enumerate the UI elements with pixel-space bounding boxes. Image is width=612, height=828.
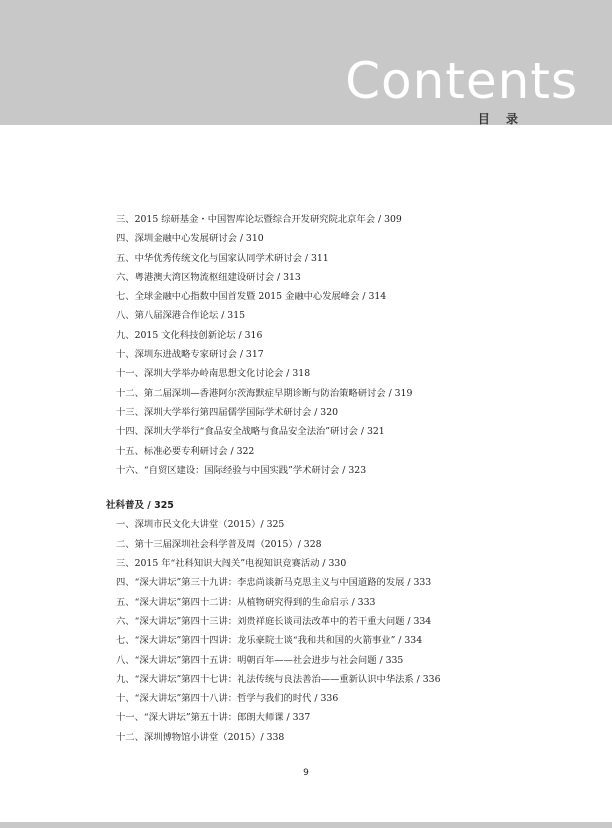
toc-item: 五、“深大讲坛”第四十二讲：从植物研究得到的生命启示 / 333 [116,596,376,608]
toc-item: 十六、“自贸区建设：国际经验与中国实践”学术研讨会 / 323 [116,464,367,476]
toc-item: 九、“深大讲坛”第四十七讲：礼法传统与良法善治——重新认识中华法系 / 336 [116,673,441,685]
table-of-contents [106,210,586,747]
toc-item: 三、2015 年“社科知识大闯关”电视知识竞赛活动 / 330 [116,558,347,570]
toc-item: 六、“深大讲坛”第四十三讲：刘贵祥庭长谈司法改革中的若干重大问题 / 334 [116,615,432,627]
toc-item: 一、深圳市民文化大讲堂（2015）/ 325 [116,519,285,531]
contents-subtitle: 目 录 [477,112,524,126]
toc-item: 四、“深大讲坛”第三十九讲：李忠尚谈新马克思主义与中国道路的发展 / 333 [116,577,432,589]
toc-item: 十、深圳东进战略专家研讨会 / 317 [116,349,264,361]
toc-item: 十一、“深大讲坛”第五十讲：郎朗大师课 / 337 [116,712,311,724]
toc-item: 六、粤港澳大湾区物流枢纽建设研讨会 / 313 [116,271,301,283]
toc-item: 八、第八届深港合作论坛 / 315 [116,310,246,322]
toc-item: 十、“深大讲坛”第四十八讲：哲学与我们的时代 / 336 [116,693,339,705]
toc-item: 九、2015 文化科技创新论坛 / 316 [116,329,263,341]
toc-item: 十四、深圳大学举行“食品安全战略与食品安全法治”研讨会 / 321 [116,426,385,438]
toc-item: 十二、第二届深圳—香港阿尔茨海默症早期诊断与防治策略研讨会 / 319 [116,387,413,399]
toc-item: 十二、深圳博物馆小讲堂（2015）/ 338 [116,731,285,743]
toc-item: 七、“深大讲坛”第四十四讲：龙乐豪院士谈“我和共和国的火箭事业” / 334 [116,635,423,647]
page-number: 9 [303,768,309,778]
toc-item: 十五、标准必要专利研讨会 / 322 [116,445,255,457]
toc-item: 三、2015 综研基金・中国智库论坛暨综合开发研究院北京年会 / 309 [116,214,402,225]
footer-band [0,822,612,828]
toc-item: 八、“深大讲坛”第四十五讲：明朝百年——社会进步与社会问题 / 335 [116,654,404,666]
section-heading: 社科普及 / 325 [106,500,174,512]
toc-item: 四、深圳金融中心发展研讨会 / 310 [116,233,264,245]
toc-item: 十三、深圳大学举行第四届儒学国际学术研讨会 / 320 [116,406,339,418]
toc-item: 五、中华优秀传统文化与国家认同学术研讨会 / 311 [116,252,329,264]
section-item-list [106,515,586,747]
toc-item: 二、第十三届深圳社会科学普及周（2015）/ 328 [116,538,322,550]
contents-title: Contents [345,52,578,110]
toc-item: 十一、深圳大学举办岭南思想文化讨论会 / 318 [116,368,311,380]
header-band [0,0,612,125]
toc-item: 七、全球金融中心指数中国首发暨 2015 金融中心发展峰会 / 314 [116,291,387,303]
toc-top-list [106,210,586,480]
